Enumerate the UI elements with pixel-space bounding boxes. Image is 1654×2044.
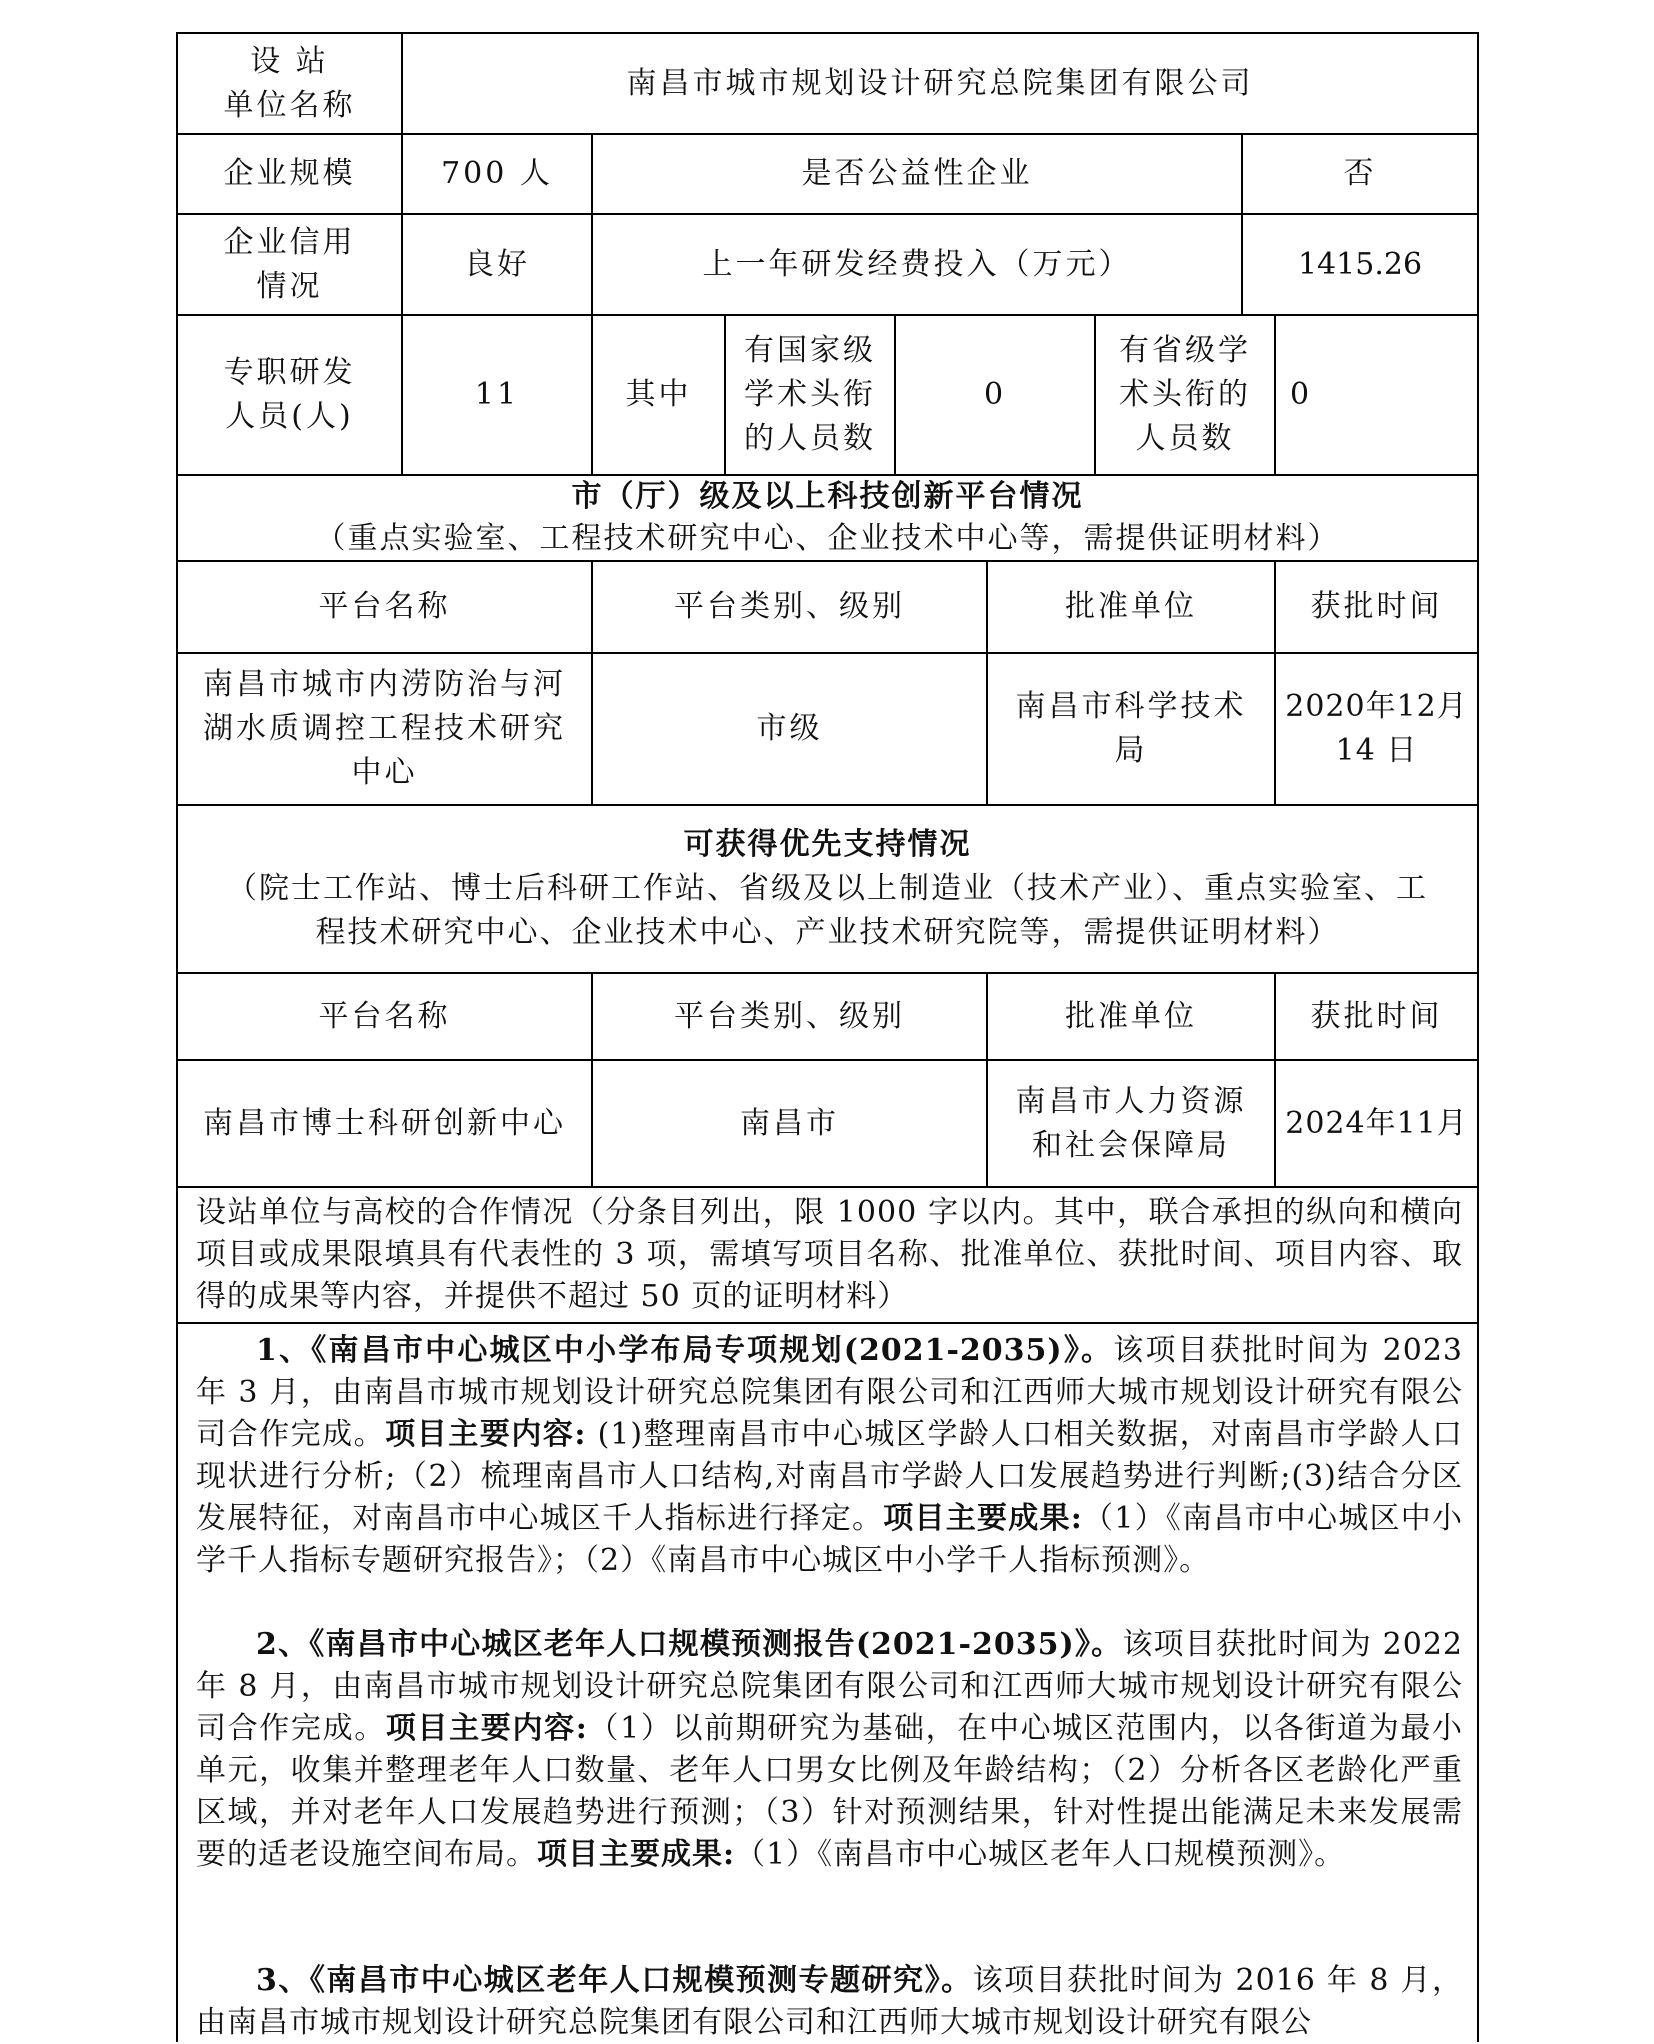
item-1-content: (1)整理南昌市中心城区学龄人口相关数据，对南昌市学龄人口现状进行分析;（2）梳理南昌市人口结构,对南昌市学龄人口发展趋势进行判断;(3)结合分区发展特征，对南昌市中心城区千人指标进行择定。 (196, 1417, 1464, 1536)
rd-funding-label: 上一年研发经费投入（万元） (591, 215, 1241, 314)
platform-header-date: 获批时间 (1274, 562, 1477, 652)
provincial-title-value: 0 (1274, 316, 1477, 474)
cooperation-item-1 (196, 1330, 1463, 1582)
item-1-result: （1）《南昌市中心城区中小学千人指标专题研究报告》；（2）《南昌市中心城区中小学千人指标预测》。 (196, 1501, 1463, 1578)
application-form-table (176, 32, 1479, 2042)
cooperation-item-2 (196, 1624, 1463, 1876)
item-2-title: 2、《南昌市中心城区老年人口规模预测报告(2021-2035)》。 (256, 1627, 1123, 1662)
platform-header-name: 平台名称 (318, 589, 451, 624)
national-title-label: 有国家级 学术头衔 的人员数 (724, 316, 894, 474)
item-2-content: （1）以前期研究为基础，在中心城区范围内，以各街道为最小单元，收集并整理老年人口数量、老年人口男女比例及年龄结构；（2）分析各区老龄化严重区域，并对老年人口发展趋势进行预测；（3）针对预测结果，针对性提出能满足未来发展需要的适老设施空间布局。 (196, 1711, 1463, 1872)
priority-name: 南昌市博士科研创新中心 (203, 1105, 566, 1141)
priority-header-name: 平台名称 (318, 998, 451, 1034)
unit-name-row (178, 34, 1477, 135)
priority-date: 2024年11月 (1274, 1061, 1477, 1186)
platform-section-title: 市（厅）级及以上科技创新平台情况 (571, 479, 1084, 514)
platform-name: 南昌市城市内涝防治与河 湖水质调控工程技术研究 中心 (203, 667, 566, 790)
platform-header-approver: 批准单位 (986, 562, 1274, 652)
item-2-text: 该项目获批时间为 2022 年 8 月，由南昌市城市规划设计研究总院集团有限公司和江西师大城市规划设计研究有限公司合作完成。 (196, 1627, 1463, 1746)
priority-header-row (178, 974, 1477, 1061)
unit-name-label: 设 站 单位名称 (223, 43, 356, 123)
priority-header-category: 平台类别、级别 (591, 974, 986, 1059)
platform-section-heading (178, 476, 1477, 562)
priority-approver: 南昌市人力资源 和社会保障局 (986, 1061, 1274, 1186)
item-1-result-label: 项目主要成果: (883, 1501, 1083, 1536)
unit-name-value: 南昌市城市规划设计研究总院集团有限公司 (401, 34, 1477, 133)
credit-label: 企业信用 情况 (223, 224, 356, 304)
cooperation-intro: 设站单位与高校的合作情况（分条目列出，限 1000 字以内。其中，联合承担的纵向和横向项目或成果限填具有代表性的 3 项，需填写项目名称、批准单位、获批时间、项目内容、取得的成果等内容，并提供不超过 50 页的证明材料） (196, 1195, 1463, 1314)
among-label: 其中 (591, 316, 724, 474)
staff-value: 11 (401, 316, 591, 474)
cooperation-details (178, 1324, 1477, 2044)
priority-section-title: 可获得优先支持情况 (683, 827, 972, 862)
cooperation-item-3 (196, 1960, 1463, 2044)
item-1-content-label: 项目主要内容: (385, 1417, 587, 1452)
item-1-title: 1、《南昌市中心城区中小学布局专项规划(2021-2035)》。 (256, 1333, 1114, 1368)
platform-header-row (178, 562, 1477, 654)
scale-label: 企业规模 (223, 156, 356, 191)
cooperation-intro-row (178, 1188, 1477, 1324)
item-1-text: 该项目获批时间为 2023 年 3 月，由南昌市城市规划设计研究总院集团有限公司和江西师大城市规划设计研究有限公司合作完成。 (196, 1333, 1463, 1452)
platform-row (178, 654, 1477, 806)
national-title-value: 0 (894, 316, 1094, 474)
staff-label: 专职研发 人员(人) (223, 355, 356, 434)
item-3-title: 3、《南昌市中心城区老年人口规模预测专题研究》。 (256, 1963, 973, 1998)
platform-category: 市级 (591, 654, 986, 804)
platform-header-category: 平台类别、级别 (591, 562, 986, 652)
staff-row (178, 316, 1477, 476)
priority-header-date: 获批时间 (1274, 974, 1477, 1059)
provincial-title-label: 有省级学 术头衔的 人员数 (1094, 316, 1274, 474)
item-2-result-label: 项目主要成果: (537, 1837, 736, 1872)
public-welfare-label: 是否公益性企业 (591, 135, 1241, 213)
item-3-text: 该项目获批时间为 2016 年 8 月，由南昌市城市规划设计研究总院集团有限公司和江西师大城市规划设计研究有限公 (196, 1963, 1463, 2040)
priority-row (178, 1061, 1477, 1188)
platform-section-subtitle: （重点实验室、工程技术研究中心、企业技术中心等，需提供证明材料） (315, 521, 1340, 556)
credit-value: 良好 (401, 215, 591, 314)
item-2-result: （1）《南昌市中心城区老年人口规模预测》。 (735, 1837, 1346, 1872)
priority-section-subtitle: （院士工作站、博士后科研工作站、省级及以上制造业（技术产业）、重点实验室、工 程技术研究中心、企业技术中心、产业技术研究院等，需提供证明材料） (227, 871, 1428, 950)
scale-row (178, 135, 1477, 215)
rd-funding-value: 1415.26 (1241, 215, 1477, 314)
priority-category: 南昌市 (591, 1061, 986, 1186)
priority-header-approver: 批准单位 (986, 974, 1274, 1059)
platform-approver: 南昌市科学技术 局 (986, 654, 1274, 804)
public-welfare-value: 否 (1241, 135, 1477, 213)
credit-row (178, 215, 1477, 316)
item-2-content-label: 项目主要内容: (385, 1711, 588, 1746)
priority-section-heading (178, 806, 1477, 974)
scale-value: 700 人 (401, 135, 591, 213)
platform-date: 2020年12月 14 日 (1274, 654, 1477, 804)
